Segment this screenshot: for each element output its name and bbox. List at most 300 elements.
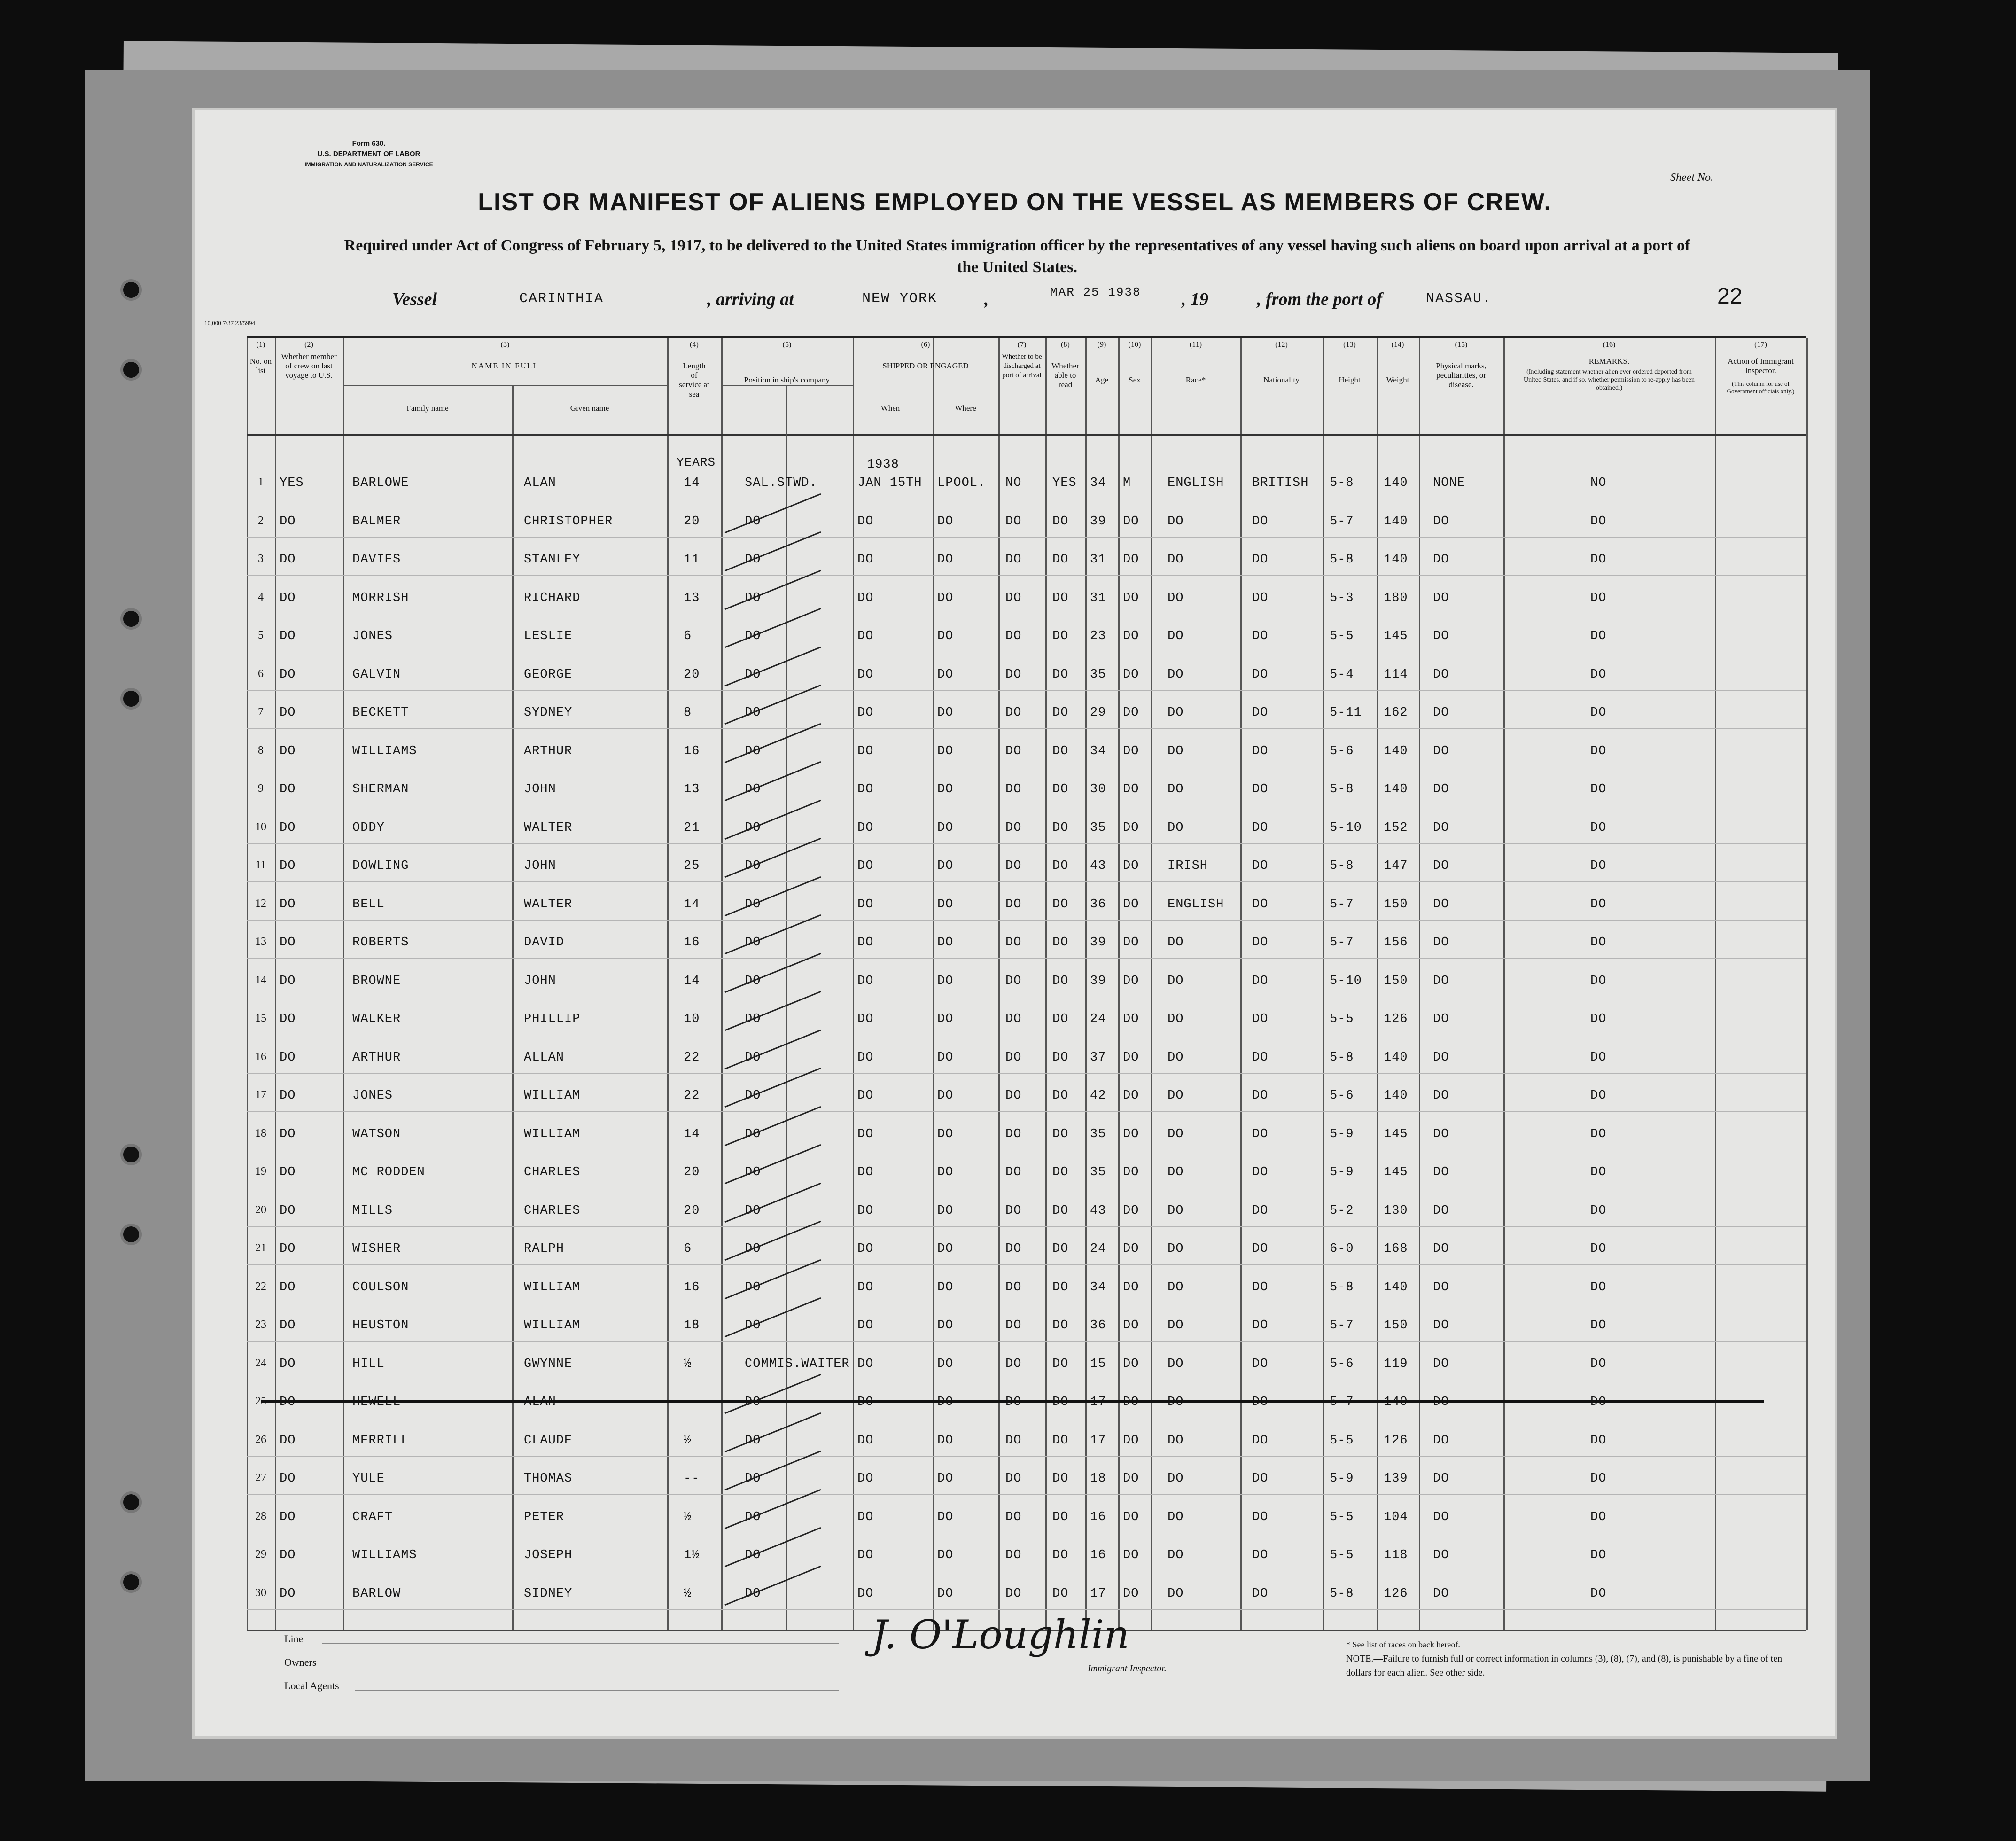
height-cell: 5-8 — [1330, 1050, 1354, 1065]
shipped-where-cell: DO — [937, 1203, 954, 1218]
shipped-when-cell: DO — [857, 667, 874, 682]
from-label: , from the port of — [1257, 289, 1383, 309]
discharged-cell: DO — [1005, 820, 1022, 835]
binder-hole — [123, 1494, 139, 1510]
height-cell: 5-8 — [1330, 1586, 1354, 1601]
nationality-cell: DO — [1252, 1318, 1269, 1333]
row-number: 20 — [255, 1203, 266, 1216]
row-number: 29 — [255, 1548, 266, 1560]
position-cell: DO — [745, 1586, 761, 1601]
sex-cell: DO — [1123, 1510, 1139, 1524]
given-name-cell: CHRISTOPHER — [524, 514, 613, 529]
discharged-cell: DO — [1005, 1242, 1022, 1256]
position-cell: DO — [745, 1127, 761, 1141]
from-port: NASSAU. — [1426, 291, 1492, 307]
ditto-slash — [724, 1412, 821, 1452]
col13-number: (13) — [1343, 341, 1356, 349]
row-rule — [247, 1226, 1806, 1227]
col2-label: Whether member of crew on last voyage to U.S. — [281, 352, 337, 380]
able-to-read-cell: DO — [1052, 936, 1069, 950]
given-name-cell: SYDNEY — [524, 706, 573, 720]
row-number: 15 — [255, 1012, 266, 1024]
ditto-slash — [724, 531, 821, 571]
race-cell: DO — [1168, 1280, 1184, 1295]
sex-cell: DO — [1123, 859, 1139, 873]
col5-number: (5) — [782, 341, 792, 349]
race-cell: DO — [1168, 514, 1184, 529]
age-cell: 17 — [1090, 1433, 1106, 1448]
weight-cell: 118 — [1384, 1548, 1408, 1562]
ditto-slash — [724, 838, 821, 878]
given-name-cell: WALTER — [524, 820, 573, 835]
race-cell: DO — [1168, 1203, 1184, 1218]
vessel-name: CARINTHIA — [519, 291, 604, 307]
last-voyage-cell: DO — [280, 936, 296, 950]
row-number: 7 — [258, 706, 264, 718]
column-rule — [933, 338, 934, 1630]
given-name-cell: CLAUDE — [524, 1433, 573, 1448]
height-cell: 5-4 — [1330, 667, 1354, 682]
row-rule — [247, 881, 1806, 882]
race-cell: DO — [1168, 1586, 1184, 1601]
given-name-cell: ALLAN — [524, 1050, 565, 1065]
height-cell: 5-6 — [1330, 744, 1354, 758]
nationality-cell: DO — [1252, 1548, 1269, 1562]
length-of-service-cell: 16 — [684, 1280, 700, 1295]
shipped-when-cell: DO — [857, 514, 874, 529]
last-voyage-cell: DO — [280, 667, 296, 682]
given-name-cell: GWYNNE — [524, 1357, 573, 1371]
row-number: 16 — [255, 1050, 266, 1063]
nationality-cell: DO — [1252, 1586, 1269, 1601]
vessel-label: Vessel — [392, 289, 437, 309]
sheet-number-label: Sheet No. — [1670, 172, 1713, 184]
length-of-service-cell: ½ — [684, 1586, 692, 1601]
sex-cell: DO — [1123, 667, 1139, 682]
col1-number: (1) — [256, 341, 265, 349]
row-rule — [247, 537, 1806, 538]
weight-cell: 140 — [1384, 1395, 1408, 1409]
remarks-cell: DO — [1590, 1203, 1607, 1218]
remarks-cell: DO — [1590, 1472, 1607, 1486]
given-name-cell: DAVID — [524, 936, 565, 950]
shipped-when-cell: DO — [857, 1203, 874, 1218]
able-to-read-cell: DO — [1052, 1357, 1069, 1371]
row-rule — [247, 1073, 1806, 1074]
nationality-cell: DO — [1252, 1395, 1269, 1409]
family-name-cell: HILL — [352, 1357, 385, 1371]
discharged-cell: DO — [1005, 1280, 1022, 1295]
remarks-cell: DO — [1590, 514, 1607, 529]
remarks-cell: DO — [1590, 1433, 1607, 1448]
family-name-cell: DOWLING — [352, 859, 409, 873]
race-cell: DO — [1168, 629, 1184, 643]
shipped-where-cell: DO — [937, 1548, 954, 1562]
name-subrule — [343, 385, 667, 386]
race-cell: DO — [1168, 1548, 1184, 1562]
sex-cell: DO — [1123, 1242, 1139, 1256]
row-rule — [247, 843, 1806, 844]
sex-cell: DO — [1123, 1050, 1139, 1065]
shipped-when-cell: DO — [857, 1395, 874, 1409]
family-name-cell: HEUSTON — [352, 1318, 409, 1333]
local-agents-label: Local Agents — [284, 1680, 339, 1692]
binder-hole — [123, 611, 139, 627]
weight-cell: 145 — [1384, 1165, 1408, 1179]
ditto-slash — [724, 1068, 821, 1108]
column-rule — [998, 338, 1000, 1630]
remarks-cell: DO — [1590, 1586, 1607, 1601]
comma: , — [984, 289, 989, 309]
family-name-cell: ARTHUR — [352, 1050, 401, 1065]
nationality-cell: DO — [1252, 974, 1269, 988]
last-voyage-cell: DO — [280, 1050, 296, 1065]
length-of-service-cell: 16 — [684, 744, 700, 758]
race-cell: DO — [1168, 706, 1184, 720]
race-cell: DO — [1168, 1433, 1184, 1448]
ditto-slash — [724, 1029, 821, 1069]
age-cell: 23 — [1090, 629, 1106, 643]
sheet-number: 22 — [1717, 284, 1743, 309]
remarks-cell: DO — [1590, 974, 1607, 988]
age-cell: 35 — [1090, 1165, 1106, 1179]
length-of-service-cell: 6 — [684, 629, 692, 643]
family-name-cell: BELL — [352, 897, 385, 912]
row-rule — [247, 1456, 1806, 1457]
col4-number: (4) — [690, 341, 699, 349]
weight-cell: 130 — [1384, 1203, 1408, 1218]
able-to-read-cell: DO — [1052, 1050, 1069, 1065]
given-name-cell: WILLIAM — [524, 1089, 581, 1103]
length-of-service-cell: ½ — [684, 1357, 692, 1371]
shipped-when-cell: DO — [857, 1472, 874, 1486]
remarks-cell: DO — [1590, 1050, 1607, 1065]
row-number: 9 — [258, 782, 264, 795]
ditto-slash — [724, 1374, 821, 1414]
discharged-cell: DO — [1005, 782, 1022, 796]
col9-number: (9) — [1097, 341, 1106, 349]
col6-number: (6) — [921, 341, 930, 349]
age-cell: 34 — [1090, 1280, 1106, 1295]
able-to-read-cell: DO — [1052, 629, 1069, 643]
family-name-cell: ROBERTS — [352, 936, 409, 950]
sex-cell: DO — [1123, 1548, 1139, 1562]
col11-number: (11) — [1189, 341, 1202, 349]
race-cell: DO — [1168, 936, 1184, 950]
column-rule — [1419, 338, 1420, 1630]
discharged-cell: DO — [1005, 1395, 1022, 1409]
remarks-cell: NO — [1590, 476, 1607, 490]
last-voyage-cell: DO — [280, 897, 296, 912]
nationality-cell: DO — [1252, 1127, 1269, 1141]
last-voyage-cell: DO — [280, 782, 296, 796]
discharged-cell: DO — [1005, 897, 1022, 912]
height-cell: 5-9 — [1330, 1127, 1354, 1141]
shipped-when-cell: DO — [857, 1242, 874, 1256]
length-of-service-cell: 14 — [684, 897, 700, 912]
sex-cell: DO — [1123, 820, 1139, 835]
discharged-cell: DO — [1005, 1433, 1022, 1448]
shipped-where-cell: DO — [937, 629, 954, 643]
last-voyage-cell: DO — [280, 1357, 296, 1371]
position-cell: DO — [745, 1548, 761, 1562]
family-name-cell: BALMER — [352, 514, 401, 529]
nationality-cell: DO — [1252, 782, 1269, 796]
column-rule — [343, 338, 344, 1630]
shipped-where-cell: DO — [937, 1165, 954, 1179]
sex-cell: DO — [1123, 974, 1139, 988]
length-of-service-cell: 22 — [684, 1089, 700, 1103]
given-name-cell: JOHN — [524, 859, 556, 873]
physical-marks-cell: DO — [1433, 1089, 1449, 1103]
given-name-cell: ARTHUR — [524, 744, 573, 758]
physical-marks-cell: DO — [1433, 1127, 1449, 1141]
able-to-read-cell: DO — [1052, 782, 1069, 796]
given-name-cell: THOMAS — [524, 1472, 573, 1486]
physical-marks-cell: DO — [1433, 1548, 1449, 1562]
age-cell: 24 — [1090, 1242, 1106, 1256]
position-cell: DO — [745, 553, 761, 567]
ditto-slash — [724, 1259, 821, 1299]
col2-number: (2) — [304, 341, 313, 349]
given-name-cell: JOHN — [524, 974, 556, 988]
age-cell: 43 — [1090, 859, 1106, 873]
service-name: IMMIGRATION AND NATURALIZATION SERVICE — [304, 161, 433, 168]
remarks-cell: DO — [1590, 1548, 1607, 1562]
physical-marks-cell: NONE — [1433, 476, 1465, 490]
length-of-service-cell: 8 — [684, 706, 692, 720]
col3-label: NAME IN FULL — [471, 361, 539, 370]
length-of-service-cell: -- — [684, 1472, 700, 1486]
discharged-cell: DO — [1005, 667, 1022, 682]
age-cell: 35 — [1090, 820, 1106, 835]
position-cell: DO — [745, 1165, 761, 1179]
row-number: 28 — [255, 1510, 266, 1522]
age-cell: 39 — [1090, 974, 1106, 988]
family-name-cell: WALKER — [352, 1012, 401, 1026]
col1-label: No. on list — [249, 357, 272, 375]
age-cell: 39 — [1090, 514, 1106, 529]
last-voyage-cell: DO — [280, 1472, 296, 1486]
last-voyage-cell: DO — [280, 1510, 296, 1524]
row-number: 22 — [255, 1280, 266, 1293]
family-name-cell: WISHER — [352, 1242, 401, 1256]
shipped-when-cell: DO — [857, 706, 874, 720]
discharged-cell: DO — [1005, 553, 1022, 567]
last-voyage-cell: DO — [280, 820, 296, 835]
discharged-cell: DO — [1005, 706, 1022, 720]
nationality-cell: DO — [1252, 897, 1269, 912]
length-of-service-cell: 10 — [684, 1012, 700, 1026]
shipped-when-cell: DO — [857, 591, 874, 605]
binder-hole — [123, 691, 139, 707]
weight-cell: 162 — [1384, 706, 1408, 720]
shipped-when-cell: JAN 15TH — [857, 476, 922, 490]
sex-cell: DO — [1123, 1127, 1139, 1141]
height-cell: 5-10 — [1330, 974, 1362, 988]
shipped-when-cell: DO — [857, 1280, 874, 1295]
age-cell: 42 — [1090, 1089, 1106, 1103]
sex-cell: DO — [1123, 1280, 1139, 1295]
col14-label: Weight — [1386, 375, 1409, 384]
discharged-cell: DO — [1005, 1318, 1022, 1333]
able-to-read-cell: DO — [1052, 1280, 1069, 1295]
physical-marks-cell: DO — [1433, 667, 1449, 682]
shipped-where-cell: DO — [937, 1012, 954, 1026]
able-to-read-cell: DO — [1052, 744, 1069, 758]
position-cell: DO — [745, 1510, 761, 1524]
binder-hole — [123, 362, 139, 378]
binder-hole — [123, 1226, 139, 1242]
ditto-slash — [724, 493, 821, 533]
physical-marks-cell: DO — [1433, 514, 1449, 529]
position-cell: DO — [745, 1395, 761, 1409]
last-voyage-cell: DO — [280, 514, 296, 529]
shipped-where-cell: DO — [937, 1050, 954, 1065]
row-rule — [247, 1264, 1806, 1265]
length-of-service-cell: 22 — [684, 1050, 700, 1065]
col16-label: REMARKS. — [1588, 357, 1630, 366]
position-cell: DO — [745, 1050, 761, 1065]
weight-cell: 150 — [1384, 1318, 1408, 1333]
family-name-cell: MERRILL — [352, 1433, 409, 1448]
given-name-cell: WILLIAM — [524, 1280, 581, 1295]
sex-cell: DO — [1123, 553, 1139, 567]
able-to-read-cell: DO — [1052, 1548, 1069, 1562]
discharged-cell: DO — [1005, 974, 1022, 988]
weight-cell: 140 — [1384, 744, 1408, 758]
family-name-cell: MILLS — [352, 1203, 393, 1218]
shipped-where-cell: DO — [937, 820, 954, 835]
length-of-service-cell: 13 — [684, 782, 700, 796]
age-cell: 16 — [1090, 1548, 1106, 1562]
last-voyage-cell: DO — [280, 859, 296, 873]
given-name-cell: JOHN — [524, 782, 556, 796]
last-voyage-cell: DO — [280, 1318, 296, 1333]
weight-cell: 168 — [1384, 1242, 1408, 1256]
column-rule — [721, 338, 723, 1630]
col10-label: Sex — [1129, 375, 1141, 384]
height-cell: 5-5 — [1330, 1548, 1354, 1562]
col7-number: (7) — [1017, 341, 1027, 349]
row-rule — [247, 728, 1806, 729]
height-cell: 5-10 — [1330, 820, 1362, 835]
age-cell: 39 — [1090, 936, 1106, 950]
discharged-cell: DO — [1005, 629, 1022, 643]
nationality-cell: DO — [1252, 706, 1269, 720]
binder-hole — [123, 1574, 139, 1590]
last-voyage-cell: DO — [280, 744, 296, 758]
nationality-cell: DO — [1252, 1242, 1269, 1256]
length-of-service-cell: 16 — [684, 936, 700, 950]
discharged-cell: DO — [1005, 1165, 1022, 1179]
age-cell: 37 — [1090, 1050, 1106, 1065]
given-name-cell: RICHARD — [524, 591, 581, 605]
binder-hole — [123, 1147, 139, 1162]
shipped-where-cell: LPOOL. — [937, 476, 986, 490]
family-name-cell: JONES — [352, 629, 393, 643]
discharged-cell: DO — [1005, 1089, 1022, 1103]
age-cell: 30 — [1090, 782, 1106, 796]
print-code: 10,000 7/37 23/5994 — [204, 320, 255, 327]
nationality-cell: DO — [1252, 744, 1269, 758]
family-name-cell: YULE — [352, 1472, 385, 1486]
discharged-cell: DO — [1005, 859, 1022, 873]
given-name-cell: GEORGE — [524, 667, 573, 682]
sex-cell: DO — [1123, 1395, 1139, 1409]
nationality-cell: DO — [1252, 553, 1269, 567]
race-cell: DO — [1168, 744, 1184, 758]
weight-cell: 150 — [1384, 974, 1408, 988]
shipped-when-cell: DO — [857, 1165, 874, 1179]
length-of-service-cell: 13 — [684, 591, 700, 605]
row-number: 18 — [255, 1127, 266, 1139]
remarks-cell: DO — [1590, 667, 1607, 682]
page-title: LIST OR MANIFEST OF ALIENS EMPLOYED ON THE VESSEL AS MEMBERS OF CREW. — [478, 188, 1552, 216]
last-voyage-cell: DO — [280, 1548, 296, 1562]
header-rule — [247, 434, 1806, 436]
able-to-read-cell: DO — [1052, 667, 1069, 682]
column-rule — [853, 338, 854, 1630]
ditto-slash — [724, 1527, 821, 1567]
age-cell: 31 — [1090, 553, 1106, 567]
row-rule — [247, 1609, 1806, 1610]
family-name-cell: GALVIN — [352, 667, 401, 682]
family-name-cell: BARLOW — [352, 1586, 401, 1601]
remarks-cell: DO — [1590, 820, 1607, 835]
shipped-where-cell: DO — [937, 936, 954, 950]
discharged-cell: DO — [1005, 514, 1022, 529]
penalty-note: NOTE.—Failure to furnish full or correct information in columns (3), (8), (7), and (8), is punishable by a fine of ten dollars for each alien. See other side. — [1346, 1654, 1782, 1678]
discharged-cell: DO — [1005, 591, 1022, 605]
able-to-read-cell: DO — [1052, 820, 1069, 835]
position-cell: DO — [745, 1280, 761, 1295]
shipped-when-cell: DO — [857, 629, 874, 643]
position-cell: DO — [745, 974, 761, 988]
row-number: 2 — [258, 514, 264, 527]
nationality-cell: DO — [1252, 1203, 1269, 1218]
age-cell: 18 — [1090, 1472, 1106, 1486]
age-cell: 17 — [1090, 1586, 1106, 1601]
discharged-cell: DO — [1005, 1012, 1022, 1026]
col5-label: Position in ship's company — [744, 375, 830, 384]
length-of-service-cell: 20 — [684, 1165, 700, 1179]
able-to-read-cell: DO — [1052, 706, 1069, 720]
shipped-where-cell: DO — [937, 974, 954, 988]
family-name-cell: BARLOWE — [352, 476, 409, 490]
physical-marks-cell: DO — [1433, 591, 1449, 605]
remarks-cell: DO — [1590, 629, 1607, 643]
col3-given-label: Given name — [570, 404, 609, 413]
length-of-service-cell: 25 — [684, 859, 700, 873]
column-rule — [1377, 338, 1378, 1630]
sex-cell: DO — [1123, 1472, 1139, 1486]
physical-marks-cell: DO — [1433, 1586, 1449, 1601]
discharged-cell: DO — [1005, 1548, 1022, 1562]
able-to-read-cell: DO — [1052, 1012, 1069, 1026]
discharged-cell: DO — [1005, 936, 1022, 950]
sex-cell: DO — [1123, 936, 1139, 950]
position-cell: DO — [745, 1012, 761, 1026]
last-voyage-cell: YES — [280, 476, 304, 490]
position-cell: DO — [745, 1203, 761, 1218]
physical-marks-cell: DO — [1433, 1433, 1449, 1448]
able-to-read-cell: DO — [1052, 553, 1069, 567]
length-of-service-cell: ½ — [684, 1433, 692, 1448]
shipped-when-cell: DO — [857, 1433, 874, 1448]
manifest-page — [195, 110, 1835, 1736]
position-cell: DO — [745, 706, 761, 720]
